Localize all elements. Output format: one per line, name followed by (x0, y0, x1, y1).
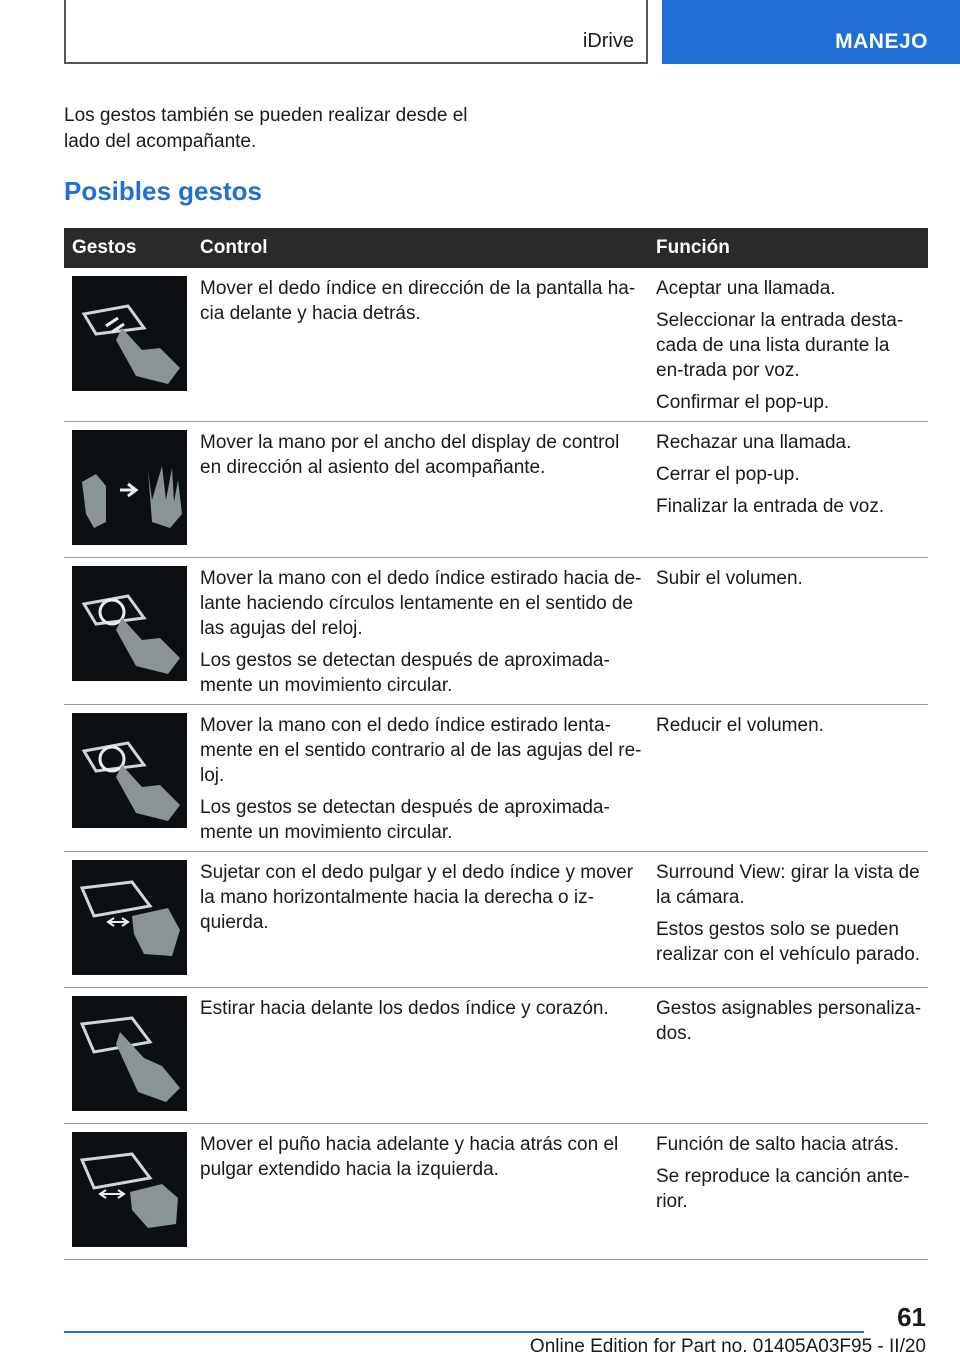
gesture-cell (64, 852, 188, 987)
gesture-cell (64, 1124, 188, 1259)
function-text: Seleccionar la entrada desta-cada de una lista durante la en-trada por voz. (656, 310, 904, 381)
gesture-cell (64, 268, 188, 421)
finger-circle-counterclockwise-icon (72, 713, 188, 828)
column-header-gestos: Gestos (72, 237, 137, 258)
gesture-cell (64, 558, 188, 704)
control-cell (188, 422, 642, 557)
function-cell (642, 1124, 928, 1259)
function-text: Reducir el volumen. (656, 715, 824, 736)
function-cell (642, 705, 928, 851)
control-text: Los gestos se detectan después de aproximada-mente un movimiento circular. (200, 797, 610, 843)
column-header-funcion: Función (656, 237, 730, 258)
section-heading: Posibles gestos (64, 176, 262, 206)
page-number: 61 (897, 1302, 926, 1332)
table-row (64, 268, 928, 422)
header-section-box (64, 0, 648, 64)
control-text: Estirar hacia delante los dedos índice y corazón. (200, 998, 609, 1019)
finger-tap-icon (72, 276, 188, 391)
header-chapter-tab (662, 0, 960, 64)
function-cell (642, 988, 928, 1123)
function-text: Finalizar la entrada de voz. (656, 496, 885, 517)
control-text: Sujetar con el dedo pulgar y el dedo índice y mover la mano horizontalmente hacia la derecha o iz-quierda. (200, 862, 634, 933)
control-text: Mover el puño hacia adelante y hacia atrás con el pulgar extendido hacia la izquierda. (200, 1134, 619, 1180)
control-cell (188, 558, 642, 704)
footer-edition: Online Edition for Part no. 01405A03F95 - II/20 (529, 1336, 926, 1357)
table-row (64, 705, 928, 852)
function-cell (642, 558, 928, 704)
function-text: Cerrar el pop-up. (656, 464, 800, 485)
function-cell (642, 422, 928, 557)
control-cell (188, 1124, 642, 1259)
two-finger-point-icon (72, 996, 188, 1111)
control-cell (188, 852, 642, 987)
finger-circle-clockwise-icon (72, 566, 188, 681)
function-text: Se reproduce la canción ante-rior. (656, 1166, 910, 1212)
function-text: Aceptar una llamada. (656, 278, 836, 299)
control-text: Mover la mano con el dedo índice estirado hacia de-lante haciendo círculos lentamente en el sentido de las agujas del reloj. (200, 568, 642, 639)
control-cell (188, 268, 642, 421)
footer-divider (64, 1331, 864, 1333)
function-text: Gestos asignables personaliza-dos. (656, 998, 922, 1044)
pinch-rotate-icon (72, 860, 188, 975)
control-text: Los gestos se detectan después de aproximada-mente un movimiento circular. (200, 650, 610, 696)
column-header-control: Control (200, 237, 268, 258)
control-text: Mover el dedo índice en dirección de la pantalla ha-cia delante y hacia detrás. (200, 278, 636, 324)
header-section-title: iDrive (582, 30, 634, 52)
table-row (64, 1124, 928, 1260)
table-row (64, 422, 928, 558)
function-text: Confirmar el pop-up. (656, 392, 830, 413)
control-text: Mover la mano por el ancho del display de control en dirección al asiento del acompañante. (200, 432, 620, 478)
gesture-cell (64, 705, 188, 851)
function-text: Rechazar una llamada. (656, 432, 852, 453)
hand-swipe-icon (72, 430, 188, 545)
table-header-row (64, 228, 928, 268)
gesture-cell (64, 422, 188, 557)
table-row (64, 988, 928, 1124)
control-cell (188, 705, 642, 851)
header-chapter-title: MANEJO (835, 30, 928, 53)
gestures-table (64, 228, 928, 1260)
control-cell (188, 988, 642, 1123)
function-text: Función de salto hacia atrás. (656, 1134, 899, 1155)
fist-thumb-swipe-icon (72, 1132, 188, 1247)
function-cell (642, 852, 928, 987)
control-text: Mover la mano con el dedo índice estirado lenta-mente en el sentido contrario al de las agujas del re-loj. (200, 715, 642, 786)
intro-text: Los gestos también se pueden realizar desde el lado del acompañante. (64, 105, 468, 152)
function-text: Subir el volumen. (656, 568, 803, 589)
gesture-cell (64, 988, 188, 1123)
function-text: Estos gestos solo se pueden realizar con el vehículo parado. (656, 919, 921, 965)
table-row (64, 558, 928, 705)
table-body (64, 268, 928, 1260)
function-text: Surround View: girar la vista de la cámara. (656, 862, 920, 908)
function-cell (642, 268, 928, 421)
table-row (64, 852, 928, 988)
